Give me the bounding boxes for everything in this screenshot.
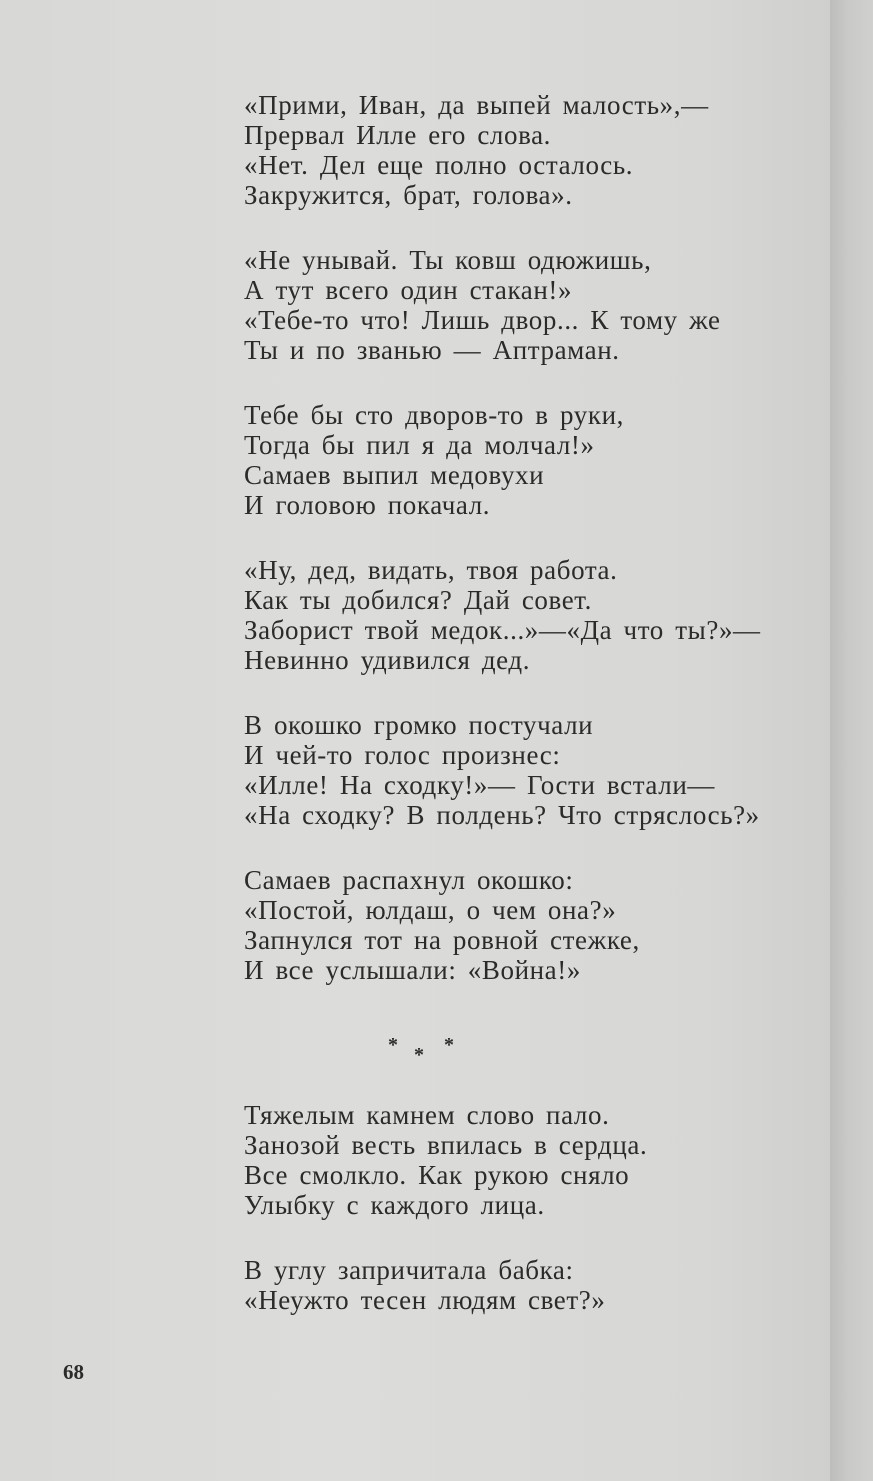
poem-line: «Нет. Дел еще полно осталось. [244, 150, 634, 180]
poem-line: Невинно удивился дед. [244, 645, 531, 675]
asterisk-icon: * [388, 1034, 398, 1056]
poem-line: Прервал Илле его слова. [244, 120, 552, 150]
stanza-3 [244, 400, 824, 520]
section-separator [244, 1020, 824, 1080]
poem-line: Тогда бы пил я да молчал!» [244, 430, 595, 460]
asterisk-icon: * [414, 1044, 424, 1066]
poem-line: Самаев распахнул окошко: [244, 865, 574, 895]
poem-line: В окошко громко постучали [244, 710, 594, 740]
poem-line: Тяжелым камнем слово пало. [244, 1100, 610, 1130]
poem-line: «На сходку? В полдень? Что стряслось?» [244, 800, 760, 830]
poem-line: Самаев выпил медовухи [244, 460, 545, 490]
poem-line: А тут всего один стакан!» [244, 275, 573, 305]
poem-line: Тебе бы сто дворов-то в руки, [244, 400, 624, 430]
stanza-4 [244, 555, 824, 675]
poem-line: Как ты добился? Дай совет. [244, 585, 593, 615]
poem-line: Все смолкло. Как рукою сняло [244, 1160, 630, 1190]
poem-line: Запнулся тот на ровной стежке, [244, 925, 640, 955]
page-edge [830, 0, 873, 1481]
poem-text [244, 90, 824, 1350]
poem-line: «Неужто тесен людям свет?» [244, 1285, 606, 1315]
stanza-5 [244, 710, 824, 830]
poem-line: «Постой, юлдаш, о чем она?» [244, 895, 617, 925]
stanza-6 [244, 865, 824, 985]
stanza-8 [244, 1255, 824, 1315]
asterisk-icon: * [444, 1034, 454, 1056]
poem-line: И чей-то голос произнес: [244, 740, 561, 770]
page-number: 68 [63, 1360, 84, 1384]
poem-line: И головою покачал. [244, 490, 491, 520]
poem-line: Закружится, брат, голова». [244, 180, 573, 210]
poem-line: Занозой весть впилась в сердца. [244, 1130, 648, 1160]
poem-line: «Ну, дед, видать, твоя работа. [244, 555, 618, 585]
poem-line: «Прими, Иван, да выпей малость»,— [244, 90, 709, 120]
poem-line: Заборист твой медок...»—«Да что ты?»— [244, 615, 761, 645]
stanza-7 [244, 1100, 824, 1220]
poem-line: Улыбку с каждого лица. [244, 1190, 545, 1220]
poem-line: «Тебе-то что! Лишь двор... К тому же [244, 305, 721, 335]
poem-line: И все услышали: «Война!» [244, 955, 581, 985]
poem-line: В углу запричитала бабка: [244, 1255, 574, 1285]
stanza-1 [244, 90, 824, 210]
stanza-2 [244, 245, 824, 365]
poem-line: «Не унывай. Ты ковш одюжишь, [244, 245, 652, 275]
poem-line: Ты и по званью — Аптраман. [244, 335, 620, 365]
poem-line: «Илле! На сходку!»— Гости встали— [244, 770, 715, 800]
